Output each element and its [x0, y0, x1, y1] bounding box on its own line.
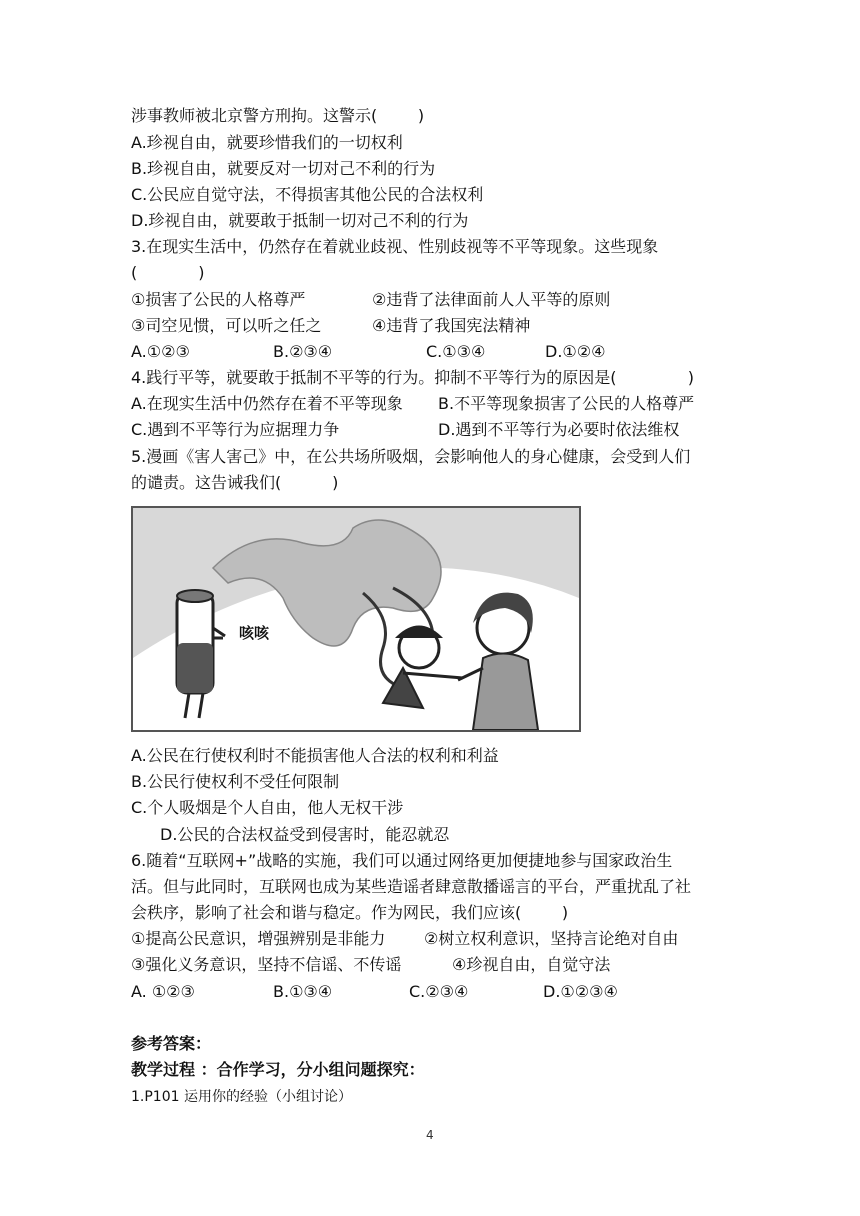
q5-option-a: A.公民在行使权利时不能损害他人合法的权利和利益 [131, 746, 499, 765]
q5-stem-line2: 的谴责。这告诫我们( ) [131, 473, 339, 492]
q4-option-b: B.不平等现象损害了公民的人格尊严 [438, 394, 695, 413]
page-number: 4 [426, 1128, 434, 1142]
q3-option-a: A.①②③ [131, 342, 190, 361]
cartoon-cough-text: 咳咳 [239, 624, 270, 642]
q5-option-d: D.公民的合法权益受到侵害时，能忍就忍 [160, 825, 450, 844]
q2-option-c: C.公民应自觉守法，不得损害其他公民的合法权利 [131, 185, 484, 204]
smoking-cartoon-illustration [133, 508, 579, 730]
q6-stem-line1: 6.随着“互联网+”战略的实施，我们可以通过网络更加便捷地参与国家政治生 [131, 851, 673, 870]
teaching-process-heading: 教学过程 ：合作学习，分小组问题探究： [131, 1060, 425, 1079]
q6-option-a: A. ①②③ [131, 982, 195, 1001]
q2-option-a: A.珍视自由，就要珍惜我们的一切权利 [131, 133, 403, 152]
q6-option-c: C.②③④ [409, 982, 469, 1001]
q4-option-c: C.遇到不平等行为应据理力争 [131, 420, 340, 439]
q3-statement-2: ②违背了法律面前人人平等的原则 [372, 290, 611, 309]
q6-option-d: D.①②③④ [543, 982, 618, 1001]
q4-option-a: A.在现实生活中仍然存在着不平等现象 [131, 394, 403, 413]
q5-option-c: C.个人吸烟是个人自由，他人无权干涉 [131, 798, 404, 817]
q5-option-b: B.公民行使权利不受任何限制 [131, 772, 340, 791]
q5-stem-line1: 5.漫画《害人害己》中，在公共场所吸烟，会影响他人的身心健康，会受到人们 [131, 447, 691, 466]
smoking-cartoon [131, 506, 581, 732]
q4-option-d: D.遇到不平等行为必要时依法维权 [438, 420, 680, 439]
q3-statement-3: ③司空见惯，可以听之任之 [131, 316, 322, 335]
q2-stem-tail: 涉事教师被北京警方刑拘。这警示( ) [131, 106, 425, 125]
answers-heading: 参考答案： [131, 1034, 212, 1053]
q6-statement-4: ④珍视自由，自觉守法 [452, 955, 611, 974]
q3-statement-1: ①损害了公民的人格尊严 [131, 290, 306, 309]
q3-option-c: C.①③④ [426, 342, 486, 361]
q6-stem-line3: 会秩序，影响了社会和谐与稳定。作为网民，我们应该( ) [131, 903, 569, 922]
q4-stem: 4.践行平等，就要敢于抵制不平等的行为。抑制不平等行为的原因是( ) [131, 368, 694, 387]
q3-stem-line1: 3.在现实生活中，仍然存在着就业歧视、性别歧视等不平等现象。这些现象 [131, 237, 659, 256]
answer-item-1: 1.P101 运用你的经验（小组讨论） [131, 1089, 352, 1105]
q6-statement-1: ①提高公民意识，增强辨别是非能力 [131, 929, 386, 948]
q6-stem-line2: 活。但与此同时，互联网也成为某些造谣者肆意散播谣言的平台，严重扰乱了社 [131, 877, 692, 896]
q2-option-b: B.珍视自由，就要反对一切对己不利的行为 [131, 159, 436, 178]
q3-statement-4: ④违背了我国宪法精神 [372, 316, 531, 335]
q3-option-b: B.②③④ [273, 342, 333, 361]
q6-option-b: B.①③④ [273, 982, 333, 1001]
q6-statement-2: ②树立权利意识，坚持言论绝对自由 [424, 929, 679, 948]
q3-stem-line2: ( ) [131, 263, 205, 282]
q6-statement-3: ③强化义务意识，坚持不信谣、不传谣 [131, 955, 402, 974]
q3-option-d: D.①②④ [545, 342, 606, 361]
q2-option-d: D.珍视自由，就要敢于抵制一切对己不利的行为 [131, 211, 469, 230]
